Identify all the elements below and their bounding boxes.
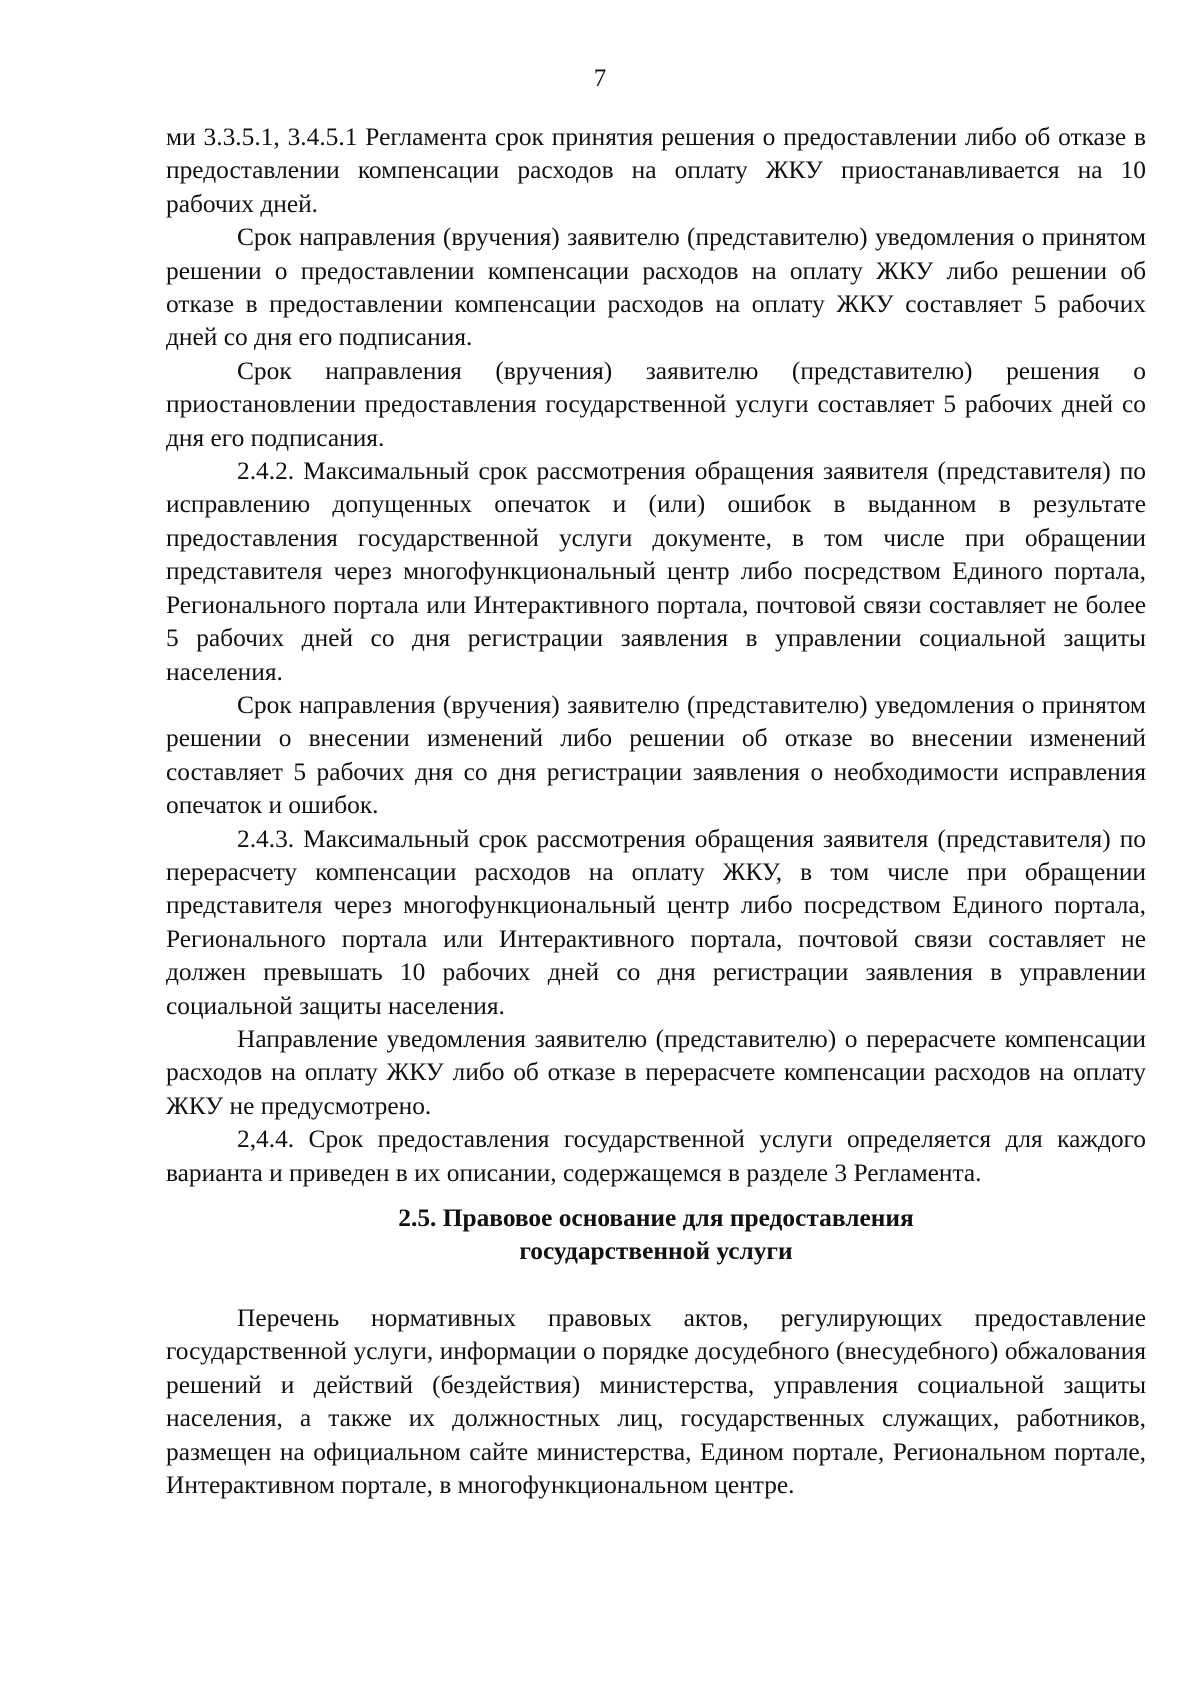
- section-2-5-body: [166, 1302, 1146, 1502]
- paragraph-changes-notification: Срок направления (вручения) заявителю (представителю) уведомления о принятом решении о внесении изменений либо решении об отказе во внесении изменений составляет 5 рабочих дня со дня регистрации заявления о необходимости исправления опечаток и ошибок.: [166, 690, 1146, 820]
- paragraph-suspension-term: Срок направления (вручения) заявителю (представителю) решения о приостановлении предоставления государственной услуги составляет 5 рабочих дней со дня его подписания.: [166, 356, 1146, 452]
- paragraph-recalculation-notice: Направление уведомления заявителю (представителю) о перерасчете компенсации расходов на оплату ЖКУ либо об отказе в перерасчете компенсации расходов на оплату ЖКУ не предусмотрено.: [166, 1024, 1146, 1120]
- page-number: 7: [593, 65, 607, 92]
- paragraph-notification-term: Срок направления (вручения) заявителю (представителю) уведомления о принятом решении о предоставлении компенсации расходов на оплату ЖКУ либо решении об отказе в предоставлении компенсации расходов на оплату ЖКУ составляет 5 рабочих дней со дня его подписания.: [166, 223, 1146, 352]
- body-text: [166, 121, 1146, 1190]
- paragraph-continuation: ми 3.3.5.1, 3.4.5.1 Регламента срок принятия решения о предоставлении либо об отказе в предоставлении компенсации расходов на оплату ЖКУ приостанавливается на 10 рабочих дней.: [166, 123, 1146, 218]
- paragraph-2-4-4: 2,4.4. Срок предоставления государственной услуги определяется для каждого варианта и приведен в их описании, содержащемся в разделе 3 Регламента.: [166, 1125, 1146, 1187]
- paragraph-legal-acts: Перечень нормативных правовых актов, регулирующих предоставление государственной услуги, информации о порядке досудебного (внесудебного) обжалования решений и действий (бездействия) министерства, управления социальной защиты населения, а также их должностных лиц, государственных служащих, работников, размещен на официальном сайте министерства, Едином портале, Региональном портале, Интерактивном портале, в многофункциональном центре.: [166, 1304, 1146, 1500]
- section-heading-2-5: [166, 1202, 1146, 1269]
- heading-line-1: 2.5. Правовое основание для предоставления: [398, 1204, 914, 1232]
- paragraph-2-4-3: 2.4.3. Максимальный срок рассмотрения обращения заявителя (представителя) по перерасчету компенсации расходов на оплату ЖКУ, в том числе при обращении представителя через многофункциональный центр либо посредством Единого портала, Регионального портала или Интерактивного портала, почтовой связи составляет не должен превышать 10 рабочих дней со дня регистрации заявления в управлении социальной защиты населения.: [166, 824, 1146, 1020]
- heading-line-2: государственной услуги: [519, 1237, 793, 1266]
- paragraph-2-4-2: 2.4.2. Максимальный срок рассмотрения обращения заявителя (представителя) по исправлению допущенных опечаток и (или) ошибок в выданном в результате предоставления государственной услуги документе, в том числе при обращении представителя через многофункциональный центр либо посредством Единого портала, Регионального портала или Интерактивного портала, почтовой связи составляет не более 5 рабочих дней со дня регистрации заявления в управлении социальной защиты населения.: [166, 457, 1146, 686]
